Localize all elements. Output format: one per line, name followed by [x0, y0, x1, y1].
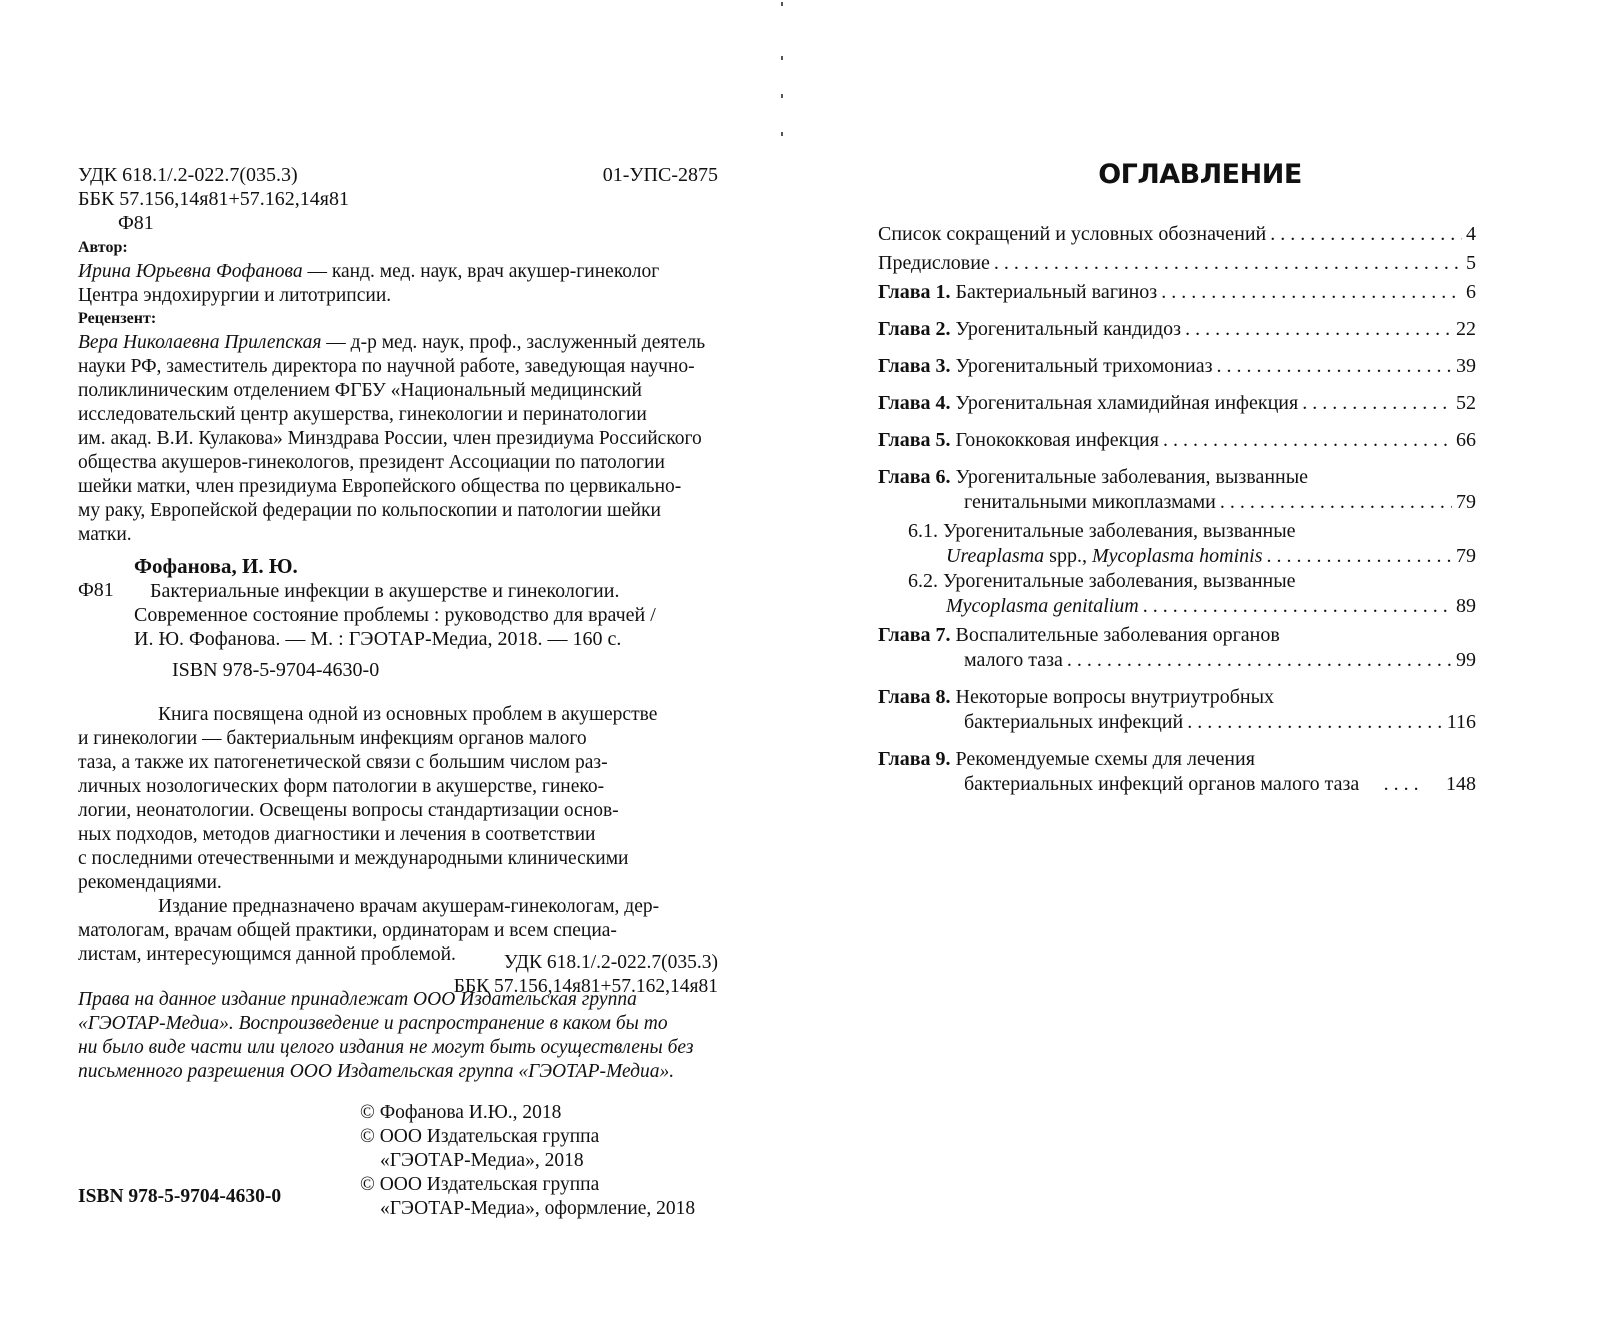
rights-line: «ГЭОТАР-Медиа». Воспроизведение и распространение в каком бы то [78, 1013, 668, 1034]
annotation-line: таза, а также их патогенетической связи с большим числом раз- [78, 752, 608, 773]
toc-entry [878, 747, 1476, 797]
annotation-line: и гинекологии — бактериальным инфекциям органов малого [78, 728, 587, 749]
toc-page-number: 99 [1456, 649, 1476, 671]
annotation-paragraph [78, 703, 718, 895]
contents-page [800, 0, 1600, 1321]
toc-entry [878, 569, 1476, 619]
toc-leader [1067, 648, 1452, 673]
toc-label-text: Предисловие [878, 252, 990, 274]
entry-description [134, 579, 718, 651]
reviewer-line: им. акад. В.И. Кулакова» Минздрава России, член президиума Российского [78, 428, 702, 449]
reviewer-line: шейки матки, член президиума Европейского общества по цервикально- [78, 476, 682, 497]
table-of-contents [878, 222, 1476, 797]
toc-label-text: Гонококковая инфекция [955, 429, 1159, 451]
author-label: Автор: [78, 239, 128, 256]
chapter-number: Глава 3. [878, 355, 951, 377]
toc-label-text: Урогенитальные заболевания, вызванные [955, 466, 1309, 488]
fold-mark [781, 56, 783, 60]
rights-line: письменного разрешения ООО Издательская группа «ГЭОТАР-Медиа». [78, 1061, 675, 1082]
toc-page-number: 39 [1456, 355, 1476, 377]
toc-leader [994, 251, 1462, 276]
toc-label [878, 317, 1181, 342]
toc-page-number: 22 [1456, 318, 1476, 340]
toc-entry [878, 251, 1476, 276]
annotation-line: личных нозологических форм патологии в акушерстве, гинеко- [78, 776, 605, 797]
toc-leader [1161, 280, 1462, 305]
fold-mark [781, 2, 783, 6]
reviewer-name: Вера Николаевна Прилепская [78, 332, 322, 353]
toc-label [878, 280, 1157, 305]
reviewer-line: му раку, Европейской федерации по кольпоскопии и патологии шейки [78, 500, 661, 521]
chapter-number: Глава 7. [878, 624, 951, 646]
toc-label-text: Бактериальный вагиноз [955, 281, 1158, 303]
toc-label-text: Воспалительные заболевания органов [955, 624, 1280, 646]
copyright-line: «ГЭОТАР-Медиа», 2018 [380, 1150, 584, 1171]
udk-code: УДК 618.1/.2-022.7(035.3) [78, 164, 298, 186]
toc-leader [1220, 490, 1452, 515]
fold-mark [781, 132, 783, 136]
bbk-code: ББК 57.156,14я81+57.162,14я81 [453, 976, 718, 997]
toc-label-text: бактериальных инфекций [964, 711, 1184, 733]
toc-leader [1185, 317, 1452, 342]
toc-entry [878, 317, 1476, 342]
toc-entry [878, 391, 1476, 416]
toc-entry [878, 465, 1476, 515]
entry-author: Фофанова, И. Ю. [134, 554, 298, 578]
toc-label [878, 222, 1266, 247]
fold-mark [781, 94, 783, 98]
isbn: ISBN 978-5-9704-4630-0 [78, 1186, 282, 1207]
entry-line: И. Ю. Фофанова. — М. : ГЭОТАР-Медиа, 2018. — 160 с. [134, 628, 622, 650]
toc-label-text: Список сокращений и условных обозначений [878, 223, 1267, 245]
entry-code: Ф81 [78, 579, 114, 601]
annotation-line: матологам, врачам общей практики, ординаторам и всем специа- [78, 920, 617, 941]
chapter-number: Глава 1. [878, 281, 951, 303]
toc-label [878, 391, 1298, 416]
toc-label [878, 354, 1213, 379]
toc-label-text: бактериальных инфекций органов малого таза [964, 773, 1360, 795]
toc-page-number: 148 [1446, 773, 1476, 795]
copyright-line: «ГЭОТАР-Медиа», оформление, 2018 [380, 1198, 696, 1219]
chapter-number: Глава 9. [878, 748, 951, 770]
annotation-line: с последними отечественными и международными клиническими [78, 848, 629, 869]
toc-page-number: 5 [1466, 252, 1476, 274]
author-section [78, 236, 718, 308]
toc-label-text: малого таза [964, 649, 1063, 671]
annotation-line: Книга посвящена одной из основных проблем в акушерстве [158, 704, 658, 725]
toc-leader [1267, 544, 1453, 569]
toc-label-text: Урогенитальная хламидийная инфекция [955, 392, 1299, 414]
toc-label-text: Mycoplasma genitalium [946, 595, 1139, 617]
toc-entry [878, 428, 1476, 453]
toc-entry [878, 222, 1476, 247]
toc-label-text: генитальными микоплазмами [964, 491, 1216, 513]
chapter-number: Глава 4. [878, 392, 951, 414]
toc-label [878, 428, 1159, 453]
toc-entry [878, 280, 1476, 305]
annotation-line: листам, интересующимся данной проблемой. [78, 944, 456, 965]
copyright-block [360, 1101, 720, 1221]
toc-leader [1163, 428, 1452, 453]
toc-title: ОГЛАВЛЕНИЕ [1098, 159, 1302, 190]
bibliographic-entry [78, 554, 718, 682]
author-desc-1: — канд. мед. наук, врач акушер-гинеколог [302, 261, 660, 282]
toc-label-text: Ureaplasma spp., Mycoplasma hominis [946, 545, 1263, 567]
toc-label-text: Урогенитальный трихомониаз [955, 355, 1213, 377]
reviewer-line: поликлиническим отделением ФГБУ «Национальный медицинский [78, 380, 642, 401]
author-mark: Ф81 [118, 212, 154, 234]
toc-entry [878, 519, 1476, 569]
chapter-number: Глава 6. [878, 466, 951, 488]
toc-leader [1187, 710, 1443, 735]
annotation-line: рекомендациями. [78, 872, 222, 893]
toc-label-text: Некоторые вопросы внутриутробных [955, 686, 1275, 708]
toc-label-text: Урогенитальный кандидоз [955, 318, 1182, 340]
reviewer-line: общества акушеров-гинекологов, президент Ассоциации по патологии [78, 452, 665, 473]
toc-page-number: 66 [1456, 429, 1476, 451]
copyright-line: © ООО Издательская группа [360, 1174, 600, 1195]
toc-leader [1270, 222, 1462, 247]
toc-leader [1302, 391, 1452, 416]
reviewer-line: науки РФ, заместитель директора по научной работе, заведующая научно- [78, 356, 695, 377]
toc-page-number: 79 [1456, 491, 1476, 513]
toc-label-text: 6.2. Урогенитальные заболевания, вызванные [908, 570, 1296, 592]
reviewer-line: — д-р мед. наук, проф., заслуженный деятель [321, 332, 706, 353]
author-desc-2: Центра эндохирургии и литотрипсии. [78, 285, 392, 306]
reviewer-text [78, 331, 718, 547]
toc-page-number: 89 [1456, 595, 1476, 617]
toc-page-number: 6 [1466, 281, 1476, 303]
chapter-number: Глава 5. [878, 429, 951, 451]
toc-label-text: 6.1. Урогенитальные заболевания, вызванные [908, 520, 1296, 542]
toc-page-number: 79 [1456, 545, 1476, 567]
reviewer-section [78, 307, 718, 547]
annotation-line: Издание предназначено врачам акушерам-гинекологам, дер- [158, 896, 660, 917]
author-name: Ирина Юрьевна Фофанова [78, 261, 303, 282]
rights-notice [78, 988, 718, 1084]
rights-line: Права на данное издание принадлежат ООО Издательская группа [78, 989, 637, 1010]
rights-line: ни было виде части или целого издания не могут быть осуществлены без [78, 1037, 694, 1058]
toc-leader [1384, 772, 1422, 797]
toc-entry [878, 354, 1476, 379]
toc-entry [878, 623, 1476, 673]
catalog-codes [78, 163, 718, 235]
reviewer-line: исследовательский центр акушерства, гинекологии и перинатологии [78, 404, 647, 425]
toc-page-number: 4 [1466, 223, 1476, 245]
toc-entry [878, 685, 1476, 735]
annotation-line: логии, неонатологии. Освещены вопросы стандартизации основ- [78, 800, 619, 821]
bbk-code: ББК 57.156,14я81+57.162,14я81 [78, 188, 349, 210]
copyright-line: © ООО Издательская группа [360, 1126, 600, 1147]
author-text [78, 260, 718, 308]
toc-leader [1143, 594, 1452, 619]
reviewer-label: Рецензент: [78, 310, 157, 327]
toc-leader [1217, 354, 1453, 379]
toc-page-number: 116 [1446, 711, 1476, 733]
toc-page-number: 52 [1456, 392, 1476, 414]
chapter-number: Глава 8. [878, 686, 951, 708]
toc-label-text: Рекомендуемые схемы для лечения [955, 748, 1255, 770]
entry-line: Бактериальные инфекции в акушерстве и гинекологии. [150, 580, 620, 602]
entry-isbn: ISBN 978-5-9704-4630-0 [172, 659, 380, 681]
copyright-line: © Фофанова И.Ю., 2018 [360, 1102, 562, 1123]
annotation-line: ных подходов, методов диагностики и лечения в соответствии [78, 824, 596, 845]
entry-line: Современное состояние проблемы : руководство для врачей / [134, 604, 656, 626]
publisher-code: 01-УПС-2875 [602, 164, 718, 186]
udk-code: УДК 618.1/.2-022.7(035.3) [503, 952, 718, 973]
toc-label [878, 251, 990, 276]
reviewer-line: матки. [78, 524, 132, 545]
annotation [78, 703, 718, 967]
chapter-number: Глава 2. [878, 318, 951, 340]
